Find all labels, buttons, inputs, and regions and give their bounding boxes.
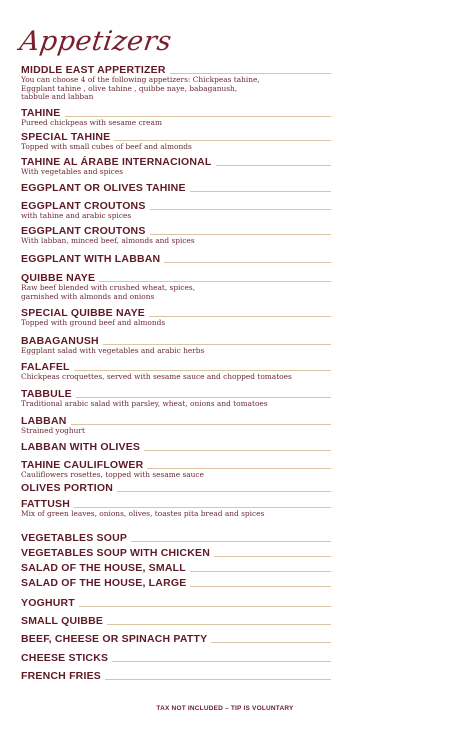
menu-item: [21, 577, 331, 589]
menu-item: [21, 64, 331, 102]
menu-item-row: [21, 547, 331, 559]
menu-item-row: [21, 670, 331, 682]
menu-item-name: TAHINE AL ÁRABE INTERNACIONAL: [21, 156, 212, 168]
menu-item: [21, 131, 331, 152]
menu-item-description: With vegetables and spices: [21, 167, 123, 176]
menu-item-name: TAHINE CAULIFLOWER: [21, 459, 144, 471]
menu-item-name: BABAGANUSH: [21, 335, 99, 347]
menu-item: [21, 272, 331, 301]
dotted-leader-line: [164, 262, 331, 263]
menu-item: [21, 633, 331, 645]
menu-item-name: OLIVES PORTION: [21, 482, 114, 494]
menu-item: [21, 156, 331, 177]
dotted-leader-line: [190, 586, 331, 587]
menu-item: [21, 307, 331, 328]
menu-item: [21, 498, 331, 519]
menu-item: [21, 253, 331, 265]
dotted-leader-line: [114, 140, 331, 141]
menu-item-description: Eggplant salad with vegetables and arabic herbs: [21, 346, 205, 355]
dotted-leader-line: [214, 556, 331, 557]
dotted-leader-line: [131, 541, 331, 542]
menu-item: [21, 482, 331, 494]
dotted-leader-line: [144, 450, 331, 451]
menu-item-name: SMALL QUIBBE: [21, 615, 104, 627]
menu-item: [21, 415, 331, 436]
dotted-leader-line: [99, 281, 331, 282]
dotted-leader-line: [147, 468, 331, 469]
dotted-leader-line: [170, 73, 331, 74]
dotted-leader-line: [149, 316, 331, 317]
menu-item-name: SPECIAL QUIBBE NAYE: [21, 307, 145, 319]
menu-item-row: [21, 562, 331, 574]
menu-item-description: Raw beef blended with crushed wheat, spices, garnished with almonds and onions: [21, 283, 196, 301]
menu-item: [21, 547, 331, 559]
dotted-leader-line: [190, 571, 331, 572]
menu-item-row: [21, 482, 331, 494]
dotted-leader-line: [74, 507, 331, 508]
menu-item-row: [21, 577, 331, 589]
dotted-leader-line: [117, 491, 331, 492]
menu-item-description: Topped with ground beef and almonds: [21, 318, 166, 327]
dotted-leader-line: [150, 209, 331, 210]
menu-item-name: FALAFEL: [21, 361, 70, 373]
menu-item: [21, 597, 331, 609]
menu-item-name: SALAD OF THE HOUSE, LARGE: [21, 577, 187, 589]
menu-item-name: EGGPLANT OR OLIVES TAHINE: [21, 182, 186, 194]
dotted-leader-line: [74, 370, 331, 371]
menu-item-row: [21, 615, 331, 627]
menu-item-description: Cauliflowers rosettes, topped with sesame sauce: [21, 470, 204, 479]
dotted-leader-line: [79, 606, 331, 607]
menu-item-description: You can choose 4 of the following appetizers: Chickpeas tahine, Eggplant tahine , olive tahine , quibbe naye, babaganush, tabbule and labban: [21, 75, 260, 102]
menu-item-name: SPECIAL TAHINE: [21, 131, 111, 143]
menu-item: [21, 562, 331, 574]
menu-item-name: VEGETABLES SOUP: [21, 532, 128, 544]
menu-item: [21, 459, 331, 480]
menu-item-name: BEEF, CHEESE OR SPINACH PATTY: [21, 633, 208, 645]
menu-item-name: VEGETABLES SOUP WITH CHICKEN: [21, 547, 210, 559]
menu-item-description: Pureed chickpeas with sesame cream: [21, 118, 162, 127]
menu-item-name: LABBAN WITH OLIVES: [21, 441, 141, 453]
menu-item-description: Strained yoghurt: [21, 426, 85, 435]
dotted-leader-line: [190, 191, 331, 192]
menu-item-name: CHEESE STICKS: [21, 652, 109, 664]
dotted-leader-line: [211, 642, 331, 643]
menu-item-row: [21, 652, 331, 664]
menu-item-name: MIDDLE EAST APPERTIZER: [21, 64, 166, 76]
footer-note: TAX NOT INCLUDED – TIP IS VOLUNTARY: [156, 705, 294, 712]
menu-item: [21, 441, 331, 453]
dotted-leader-line: [71, 424, 331, 425]
dotted-leader-line: [112, 661, 331, 662]
menu-item-name: TABBULE: [21, 388, 72, 400]
menu-item: [21, 652, 331, 664]
dotted-leader-line: [216, 165, 331, 166]
menu-item-row: [21, 441, 331, 453]
menu-item-name: QUIBBE NAYE: [21, 272, 96, 284]
menu-item-row: [21, 597, 331, 609]
dotted-leader-line: [105, 679, 331, 680]
menu-item-description: with tahine and arabic spices: [21, 211, 132, 220]
menu-item: [21, 361, 331, 382]
menu-item-name: EGGPLANT WITH LABBAN: [21, 253, 161, 265]
menu-item-row: [21, 253, 331, 265]
menu-item-name: YOGHURT: [21, 597, 75, 609]
dotted-leader-line: [103, 344, 331, 345]
menu-item-name: EGGPLANT CROUTONS: [21, 225, 146, 237]
menu-item-row: [21, 633, 331, 645]
menu-item-description: Mix of green leaves, onions, olives, toastes pita bread and spices: [21, 509, 265, 518]
menu-item: [21, 200, 331, 221]
menu-item: [21, 225, 331, 246]
menu-item-name: FRENCH FRIES: [21, 670, 101, 682]
menu-item-name: SALAD OF THE HOUSE, SMALL: [21, 562, 186, 574]
dotted-leader-line: [76, 397, 331, 398]
menu-item-name: FATTUSH: [21, 498, 71, 510]
menu-item: [21, 182, 331, 194]
menu-item-name: EGGPLANT CROUTONS: [21, 200, 146, 212]
menu-item-row: [21, 532, 331, 544]
menu-item: [21, 107, 331, 128]
dotted-leader-line: [107, 624, 331, 625]
dotted-leader-line: [65, 116, 331, 117]
menu-item-name: TAHINE: [21, 107, 61, 119]
menu-item: [21, 670, 331, 682]
menu-item: [21, 532, 331, 544]
dotted-leader-line: [150, 234, 331, 235]
menu-item-description: With labban, minced beef, almonds and spices: [21, 236, 195, 245]
menu-item-name: LABBAN: [21, 415, 67, 427]
menu-item-description: Chickpeas croquettes, served with sesame sauce and chopped tomatoes: [21, 372, 292, 381]
menu-item-row: [21, 182, 331, 194]
menu-item: [21, 388, 331, 409]
menu-item-description: Traditional arabic salad with parsley, wheat, onions and tomatoes: [21, 399, 268, 408]
menu-title: Appetizers: [17, 26, 174, 57]
menu-item: [21, 615, 331, 627]
menu-item: [21, 335, 331, 356]
menu-item-description: Topped with small cubes of beef and almonds: [21, 142, 192, 151]
